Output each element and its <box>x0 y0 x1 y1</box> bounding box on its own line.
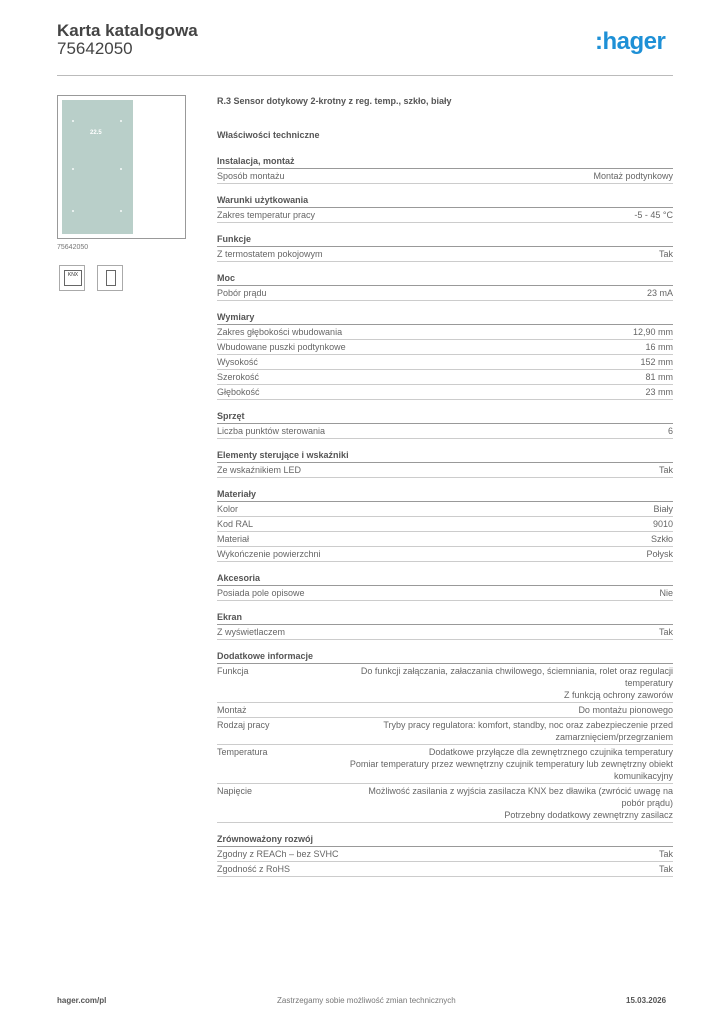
section <box>217 193 673 223</box>
section-heading: Moc <box>217 271 673 286</box>
value-line: 23 mA <box>646 288 673 298</box>
table-row <box>217 847 673 862</box>
section-heading: Akcesoria <box>217 571 673 586</box>
section <box>217 154 673 184</box>
row-value <box>659 848 673 860</box>
hager-logo: :hager <box>595 28 666 55</box>
section-heading: Funkcje <box>217 232 673 247</box>
section <box>217 448 673 478</box>
table-row <box>217 703 673 718</box>
row-label: Wbudowane puszki podtynkowe <box>217 342 346 352</box>
touch-point <box>120 168 122 170</box>
row-label: Liczba punktów sterowania <box>217 426 326 436</box>
value-line: Biały <box>653 504 673 514</box>
table-row <box>217 664 673 703</box>
value-line: 9010 <box>652 519 673 529</box>
row-value <box>668 425 673 437</box>
section-heading: Ekran <box>217 610 673 625</box>
row-value <box>578 704 673 716</box>
table-row <box>217 718 673 745</box>
value-line: 12,90 mm <box>632 327 673 337</box>
row-label: Montaż <box>217 705 247 715</box>
knx-display-icon: KNX <box>59 265 85 291</box>
row-label: Wykończenie powierzchni <box>217 549 321 559</box>
value-line: Montaż podtynkowy <box>593 171 673 181</box>
row-value <box>343 785 673 821</box>
row-label: Z wyświetlaczem <box>217 627 286 637</box>
row-value <box>651 533 673 545</box>
section-heading: Sprzęt <box>217 409 673 424</box>
properties-table <box>217 154 673 877</box>
table-row <box>217 370 673 385</box>
section-heading: Materiały <box>217 487 673 502</box>
row-value <box>659 248 673 260</box>
row-value <box>646 548 673 560</box>
value-line: 152 mm <box>640 357 673 367</box>
value-line: Tak <box>658 465 673 475</box>
table-row <box>217 532 673 547</box>
section <box>217 571 673 601</box>
section <box>217 409 673 439</box>
value-line: 81 mm <box>645 372 673 382</box>
display-readout: 22.5 <box>90 130 102 136</box>
value-line: Potrzebny dodatkowy zewnętrzny zasilacz <box>504 810 673 820</box>
row-label: Ze wskaźnikiem LED <box>217 465 302 475</box>
row-label: Rodzaj pracy <box>217 720 270 730</box>
footer-website[interactable]: hager.com/pl <box>57 996 107 1005</box>
section-heading: Zrównoważony rozwój <box>217 832 673 847</box>
row-value <box>659 464 673 476</box>
row-label: Kolor <box>217 504 239 514</box>
section <box>217 487 673 562</box>
row-label: Głębokość <box>217 387 260 397</box>
product-image <box>57 95 186 239</box>
row-label: Materiał <box>217 534 250 544</box>
touch-point <box>120 210 122 212</box>
table-row <box>217 385 673 400</box>
section <box>217 832 673 877</box>
row-label: Napięcie <box>217 786 253 796</box>
row-label: Wysokość <box>217 357 258 367</box>
row-value <box>343 665 673 701</box>
row-value <box>659 626 673 638</box>
section <box>217 232 673 262</box>
row-value <box>633 326 673 338</box>
row-label: Temperatura <box>217 747 268 757</box>
footer-disclaimer: Zastrzegamy sobie możliwość zmian technicznych <box>277 996 456 1005</box>
value-line: 6 <box>667 426 673 436</box>
value-line: Tryby pracy regulatora: komfort, standby, noc oraz zabezpieczenie przed zamarznięciem/przegrzaniem <box>383 720 673 742</box>
row-value <box>343 746 673 782</box>
table-row <box>217 547 673 562</box>
table-row <box>217 208 673 223</box>
value-line: Pomiar temperatury przez wewnętrzny czujnik temperatury lub zewnętrzny obiekt komunikacyjny <box>349 759 673 781</box>
value-line: Tak <box>658 849 673 859</box>
touch-point <box>72 168 74 170</box>
table-row <box>217 586 673 601</box>
table-row <box>217 745 673 784</box>
header-divider <box>57 75 673 76</box>
table-row <box>217 784 673 823</box>
image-caption: 75642050 <box>57 244 89 251</box>
value-line: Tak <box>658 249 673 259</box>
section-heading: Dodatkowe informacje <box>217 649 673 664</box>
row-label: Funkcja <box>217 666 249 676</box>
properties-heading: Właściwości techniczne <box>217 130 320 140</box>
row-label: Zakres głębokości wbudowania <box>217 327 343 337</box>
section-heading: Wymiary <box>217 310 673 325</box>
table-row <box>217 502 673 517</box>
table-row <box>217 325 673 340</box>
table-row <box>217 463 673 478</box>
row-value <box>593 170 673 182</box>
row-label: Zakres temperatur pracy <box>217 210 316 220</box>
value-line: Tak <box>658 627 673 637</box>
touch-point <box>120 120 122 122</box>
table-row <box>217 625 673 640</box>
section <box>217 649 673 823</box>
row-value <box>647 287 673 299</box>
row-value <box>634 209 673 221</box>
row-label: Zgodność z RoHS <box>217 864 291 874</box>
row-value <box>645 371 673 383</box>
row-value <box>659 863 673 875</box>
value-line: 16 mm <box>645 342 673 352</box>
row-label: Szerokość <box>217 372 260 382</box>
document-title: Karta katalogowa <box>57 21 198 40</box>
value-line: Połysk <box>646 549 673 559</box>
glass-panel <box>62 100 133 234</box>
footer-date: 15.03.2026 <box>626 996 667 1005</box>
row-label: Sposób montażu <box>217 171 285 181</box>
row-label: Kod RAL <box>217 519 254 529</box>
row-value <box>645 341 673 353</box>
table-row <box>217 247 673 262</box>
row-label: Pobór prądu <box>217 288 267 298</box>
row-value <box>653 503 673 515</box>
touch-point <box>72 210 74 212</box>
table-row <box>217 355 673 370</box>
row-label: Zgodny z REACh – bez SVHC <box>217 849 339 859</box>
value-line: Z funkcją ochrony zaworów <box>563 690 673 700</box>
table-row <box>217 169 673 184</box>
table-row <box>217 340 673 355</box>
value-line: Do montażu pionowego <box>578 705 673 715</box>
section-heading: Elementy sterujące i wskaźniki <box>217 448 673 463</box>
value-line: 23 mm <box>645 387 673 397</box>
table-row <box>217 517 673 532</box>
row-label: Z termostatem pokojowym <box>217 249 323 259</box>
row-value <box>343 719 673 743</box>
row-value <box>640 356 673 368</box>
section <box>217 271 673 301</box>
row-label: Posiada pole opisowe <box>217 588 305 598</box>
table-row <box>217 862 673 877</box>
value-line: Dodatkowe przyłącze dla zewnętrznego czujnika temperatury <box>428 747 673 757</box>
section-heading: Warunki użytkowania <box>217 193 673 208</box>
row-value <box>653 518 673 530</box>
section <box>217 310 673 400</box>
product-number: 75642050 <box>57 39 133 58</box>
row-value <box>645 386 673 398</box>
flush-box-icon <box>97 265 123 291</box>
value-line: Tak <box>658 864 673 874</box>
row-value <box>659 587 673 599</box>
value-line: Szkło <box>650 534 673 544</box>
value-line: Nie <box>659 588 673 598</box>
touch-point <box>72 120 74 122</box>
section <box>217 610 673 640</box>
table-row <box>217 424 673 439</box>
table-row <box>217 286 673 301</box>
product-title: R.3 Sensor dotykowy 2-krotny z reg. temp., szkło, biały <box>217 96 452 106</box>
section-heading: Instalacja, montaż <box>217 154 673 169</box>
value-line: Możliwość zasilania z wyjścia zasilacza KNX bez dławika (zwrócić uwagę na pobór prądu) <box>368 786 673 808</box>
value-line: -5 - 45 °C <box>634 210 673 220</box>
value-line: Do funkcji załączania, załaczania chwilowego, ściemniania, rolet oraz regulacji temperatury <box>360 666 673 688</box>
